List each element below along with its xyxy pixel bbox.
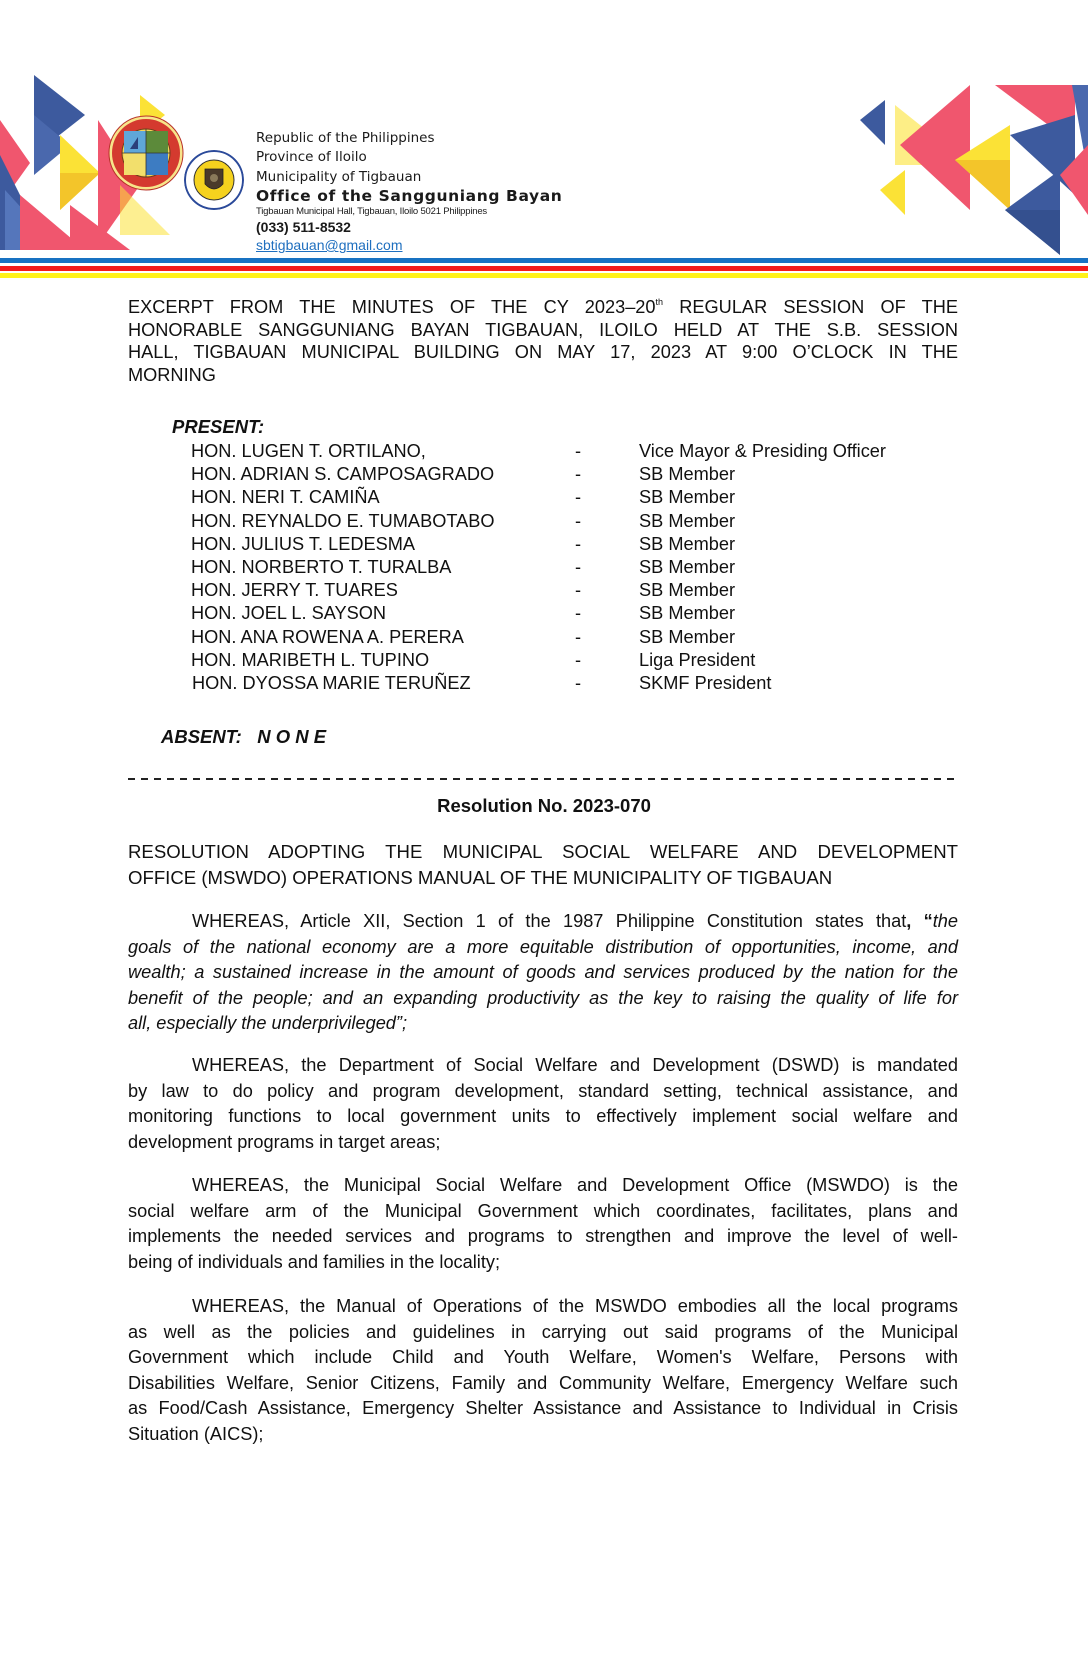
member-position: SKMF President [639,673,772,693]
whereas-clause-mswdo [128,1173,958,1275]
header-email-link[interactable]: sbtigbauan@gmail.com [256,237,403,253]
whereas-line: WHEREAS, the Department of Social Welfare and Development (DSWD) is mandated [192,1055,958,1075]
header-stripe-yellow [0,273,1088,278]
whereas-line: Situation (AICS); [128,1423,264,1444]
header-republic: Republic of the Philippines [256,130,435,146]
absent-label: ABSENT: [161,726,242,747]
member-name: HON. REYNALDO E. TUMABOTABO [191,510,495,531]
excerpt-line: HONORABLE SANGGUNIANG BAYAN TIGBAUAN, ILOILO HELD AT THE S.B. SESSION [128,319,958,340]
whereas-clause-dswd [128,1053,958,1155]
excerpt-line: HALL, TIGBAUAN MUNICIPAL BUILDING ON MAY 17, 2023 AT 9:00 O’CLOCK IN THE [128,342,958,363]
separator-dash: - [575,673,582,693]
whereas-line: benefit of the people; and an expanding productivity as the key to raising the quality of life for [128,987,958,1008]
whereas-line: Disabilities Welfare, Senior Citizens, Family and Community Welfare, Emergency Welfare such [128,1372,958,1393]
attendance-row [0,464,1088,488]
member-position: SB Member [639,557,736,577]
deco-triangle [120,185,170,235]
attendance-row [0,627,1088,651]
whereas-line: all, especially the underprivileged”; [128,1013,408,1034]
resolution-number: Resolution No. 2023-070 [437,795,651,816]
minutes-excerpt-heading [128,296,958,387]
whereas-line: as well as the policies and guidelines in carrying out said programs of the Municipal [128,1321,958,1342]
present-label: PRESENT: [172,416,265,437]
deco-triangle [880,170,905,215]
whereas-line: social welfare arm of the Municipal Government which coordinates, facilitates, plans and [128,1200,958,1221]
member-position: SB Member [639,603,736,624]
attendance-row [0,534,1088,558]
member-position: SB Member [639,464,736,485]
attendance-row [0,580,1088,604]
whereas-line: implements the needed services and programs to strengthen and improve the level of well- [128,1226,958,1247]
member-name: HON. MARIBETH L. TUPINO [191,649,430,670]
quote-text: the [932,911,958,931]
excerpt-text: REGULAR SESSION OF THE [663,297,958,317]
member-name: HON. NORBERTO T. TURALBA [191,557,452,577]
excerpt-line [128,296,958,319]
separator-dash: - [575,487,582,508]
whereas-line: monitoring functions to local government units to effectively implement social welfare and [128,1106,958,1127]
member-position: Vice Mayor & Presiding Officer [639,441,886,461]
attendance-row [0,650,1088,674]
whereas-line: WHEREAS, the Manual of Operations of the MSWDO embodies all the local programs [192,1296,958,1316]
member-name: HON. NERI T. CAMIÑA [191,487,380,508]
whereas-line: as Food/Cash Assistance, Emergency Shelter Assistance and Assistance to Individual in Crisis [128,1398,958,1419]
member-position: SB Member [639,510,736,531]
attendance-row [0,441,1088,465]
whereas-clause-manual [128,1294,958,1448]
municipality-seal-logo [108,115,184,191]
whereas-line: development programs in target areas; [128,1131,441,1152]
header-province: Province of Iloilo [256,149,367,165]
attendance-row [0,603,1088,627]
member-name: HON. ADRIAN S. CAMPOSAGRADO [191,464,495,485]
whereas-line: wealth; a sustained increase in the amount of goods and services produced by the nation for the [128,962,958,983]
whereas-line: by law to do policy and program development, standard setting, technical assistance, and [128,1080,958,1101]
member-name: HON. JOEL L. SAYSON [191,603,387,624]
separator-dash: - [575,603,582,624]
header-address: Tigbauan Municipal Hall, Tigbauan, Iloilo 5021 Philippines [256,206,487,217]
whereas-line: WHEREAS, the Municipal Social Welfare and Development Office (MSWDO) is the [192,1175,958,1195]
attendance-row [0,511,1088,535]
whereas-line: being of individuals and families in the locality; [128,1251,501,1272]
ordinal-suffix: th [655,297,664,307]
member-name: HON. LUGEN T. ORTILANO, [191,441,426,461]
member-name: HON. ANA ROWENA A. PERERA [191,626,464,647]
member-position: Liga President [639,649,756,670]
quote-open: , “ [906,911,933,931]
separator-dash: - [575,557,582,577]
separator-dash: - [575,441,582,461]
absent-line [161,726,326,748]
member-name: HON. JULIUS T. LEDESMA [191,533,416,554]
header-stripe-blue [0,258,1088,263]
member-name: HON. DYOSSA MARIE TERUÑEZ [192,673,471,693]
deco-triangle [900,85,970,210]
decorative-triangles-right [860,85,1088,260]
header-stripe-red [0,266,1088,271]
excerpt-line: MORNING [128,365,216,386]
whereas-line: Government which include Child and Youth Welfare, Women's Welfare, Persons with [128,1347,958,1368]
separator-dash: - [575,649,582,670]
header-phone: (033) 511-8532 [256,219,351,235]
member-name: HON. JERRY T. TUARES [191,580,398,601]
member-position: SB Member [639,533,736,554]
header-municipality: Municipality of Tigbauan [256,169,422,185]
sangguniang-bayan-seal-logo [184,150,244,210]
deco-triangle [60,173,100,210]
separator-dash: - [575,626,582,647]
excerpt-text: EXCERPT FROM THE MINUTES OF THE CY 2023–20 [128,297,656,317]
deco-triangle [1005,210,1060,255]
attendance-row [0,557,1088,581]
separator-dash: - [575,464,582,485]
member-position: SB Member [639,626,736,647]
attendance-row [0,673,1088,697]
attendance-row [0,487,1088,511]
absent-value: N O N E [257,726,327,747]
whereas-text: WHEREAS, Article XII, Section 1 of the 1987 Philippine Constitution states that [192,911,907,931]
separator-dash: - [575,510,582,531]
member-position: SB Member [639,487,736,508]
whereas-line [128,909,958,935]
deco-triangle [860,100,885,145]
separator-dash: - [575,533,582,554]
header-office-name: Office of the Sangguniang Bayan [256,187,563,205]
dashed-separator [128,778,958,780]
resolution-title-line: RESOLUTION ADOPTING THE MUNICIPAL SOCIAL WELFARE AND DEVELOPMENT [128,841,958,862]
separator-dash: - [575,580,582,601]
resolution-title-line: OFFICE (MSWDO) OPERATIONS MANUAL OF THE MUNICIPALITY OF TIGBAUAN [128,866,833,888]
whereas-clause-constitution [128,909,958,1037]
whereas-line: goals of the national economy are a more equitable distribution of opportunities, income, and [128,936,958,957]
resolution-title [128,839,958,890]
member-position: SB Member [639,580,736,601]
